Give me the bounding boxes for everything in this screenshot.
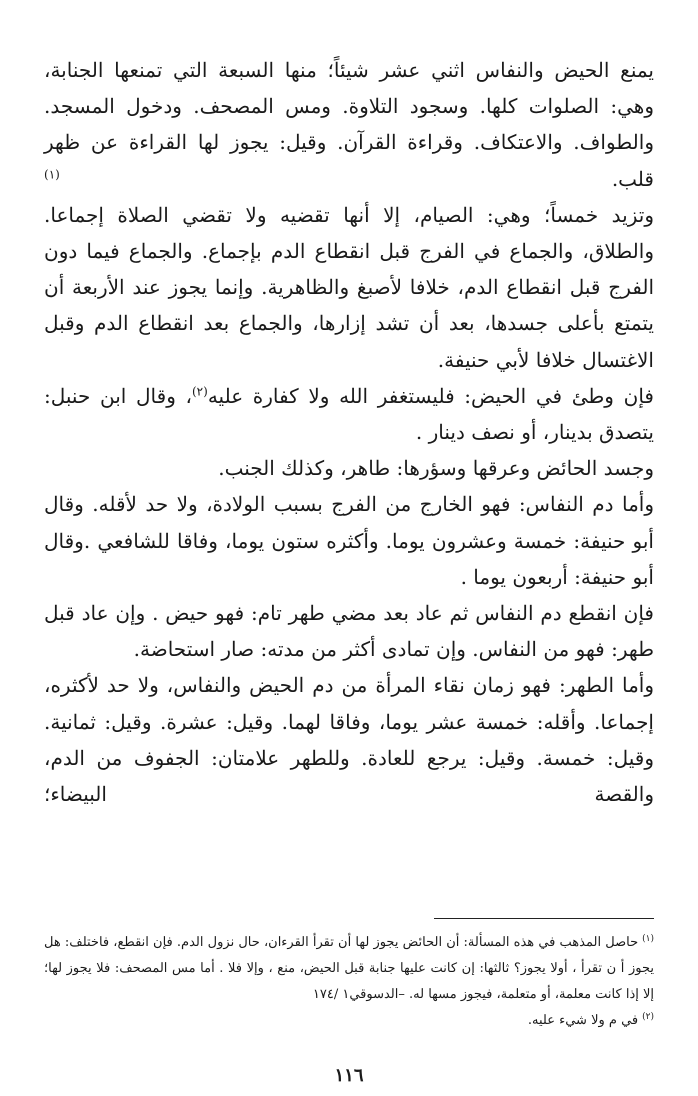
- footnote-1: [44, 930, 654, 1008]
- paragraph-1-text: يمنع الحيض والنفاس اثني عشر شيئاً؛ منها السبعة التي تمنعها الجنابة، وهي: الصلوات كلها. وسجود التلاوة. ومس المصحف. ودخول المسجد. والطواف. والاعتكاف. وقراءة القرآن. وقيل: يجوز لها القراءة عن ظهر قلب.: [44, 58, 654, 191]
- paragraph-6: [44, 595, 654, 667]
- footnotes: [44, 930, 654, 1034]
- footnote-ref-1: (١): [44, 166, 60, 181]
- paragraph-5-text: وأما دم النفاس: فهو الخارج من الفرج بسبب الولادة، ولا حد لأقله. وقال أبو حنيفة: خمسة وعشرون يوما. وأكثره ستون يوما، وفاقا للشافعي .وقال أبو حنيفة: أربعون يوما .: [44, 492, 654, 589]
- paragraph-4: [44, 450, 654, 486]
- paragraph-6-text: فإن انقطع دم النفاس ثم عاد بعد مضي طهر تام: فهو حيض . وإن عاد قبل طهر: فهو من النفاس. وإن تمادى أكثر من مدته: صار استحاضة.: [44, 601, 654, 662]
- paragraph-5: [44, 486, 654, 595]
- footnote-2-number: (٢): [642, 1011, 654, 1022]
- paragraph-2: [44, 197, 654, 378]
- footnote-2-text: في م ولا شيء عليه.: [527, 1013, 639, 1028]
- footnote-1-number: (١): [642, 933, 654, 944]
- paragraph-3: [44, 378, 654, 450]
- footnote-1-text: حاصل المذهب في هذه المسألة: أن الحائض يجوز لها أن تقرأ القرءان، حال نزول الدم. فإن انقطع، فاختلف: هل يجوز أ ن تقرأ ، أولا يجوز؟ ثالثها: إن كانت عليها جنابة قبل الحيض، منع ، وإلا فلا . أما مس المصحف: فلا يجوز لها؛ إلا إذا كانت معلمة، أو متعلمة، فيجوز مسها له. –الدسوقي١ /١٧٤: [44, 935, 654, 1002]
- paragraph-3-text: فإن وطئ في الحيض: فليستغفر الله ولا كفارة عليه: [207, 383, 654, 408]
- footnote-ref-2: (٢): [191, 384, 208, 399]
- paragraph-2-text: وتزيد خمساً؛ وهي: الصيام، إلا أنها تقضيه ولا تقضي الصلاة إجماعا. والطلاق، والجماع في الفرج قبل انقطاع الدم بإجماع. والجماع فيما دون الفرج قبل انقطاع الدم، خلافا لأصبغ والظاهرية. وإنما يجوز عند الأربعة أن يتمتع بأعلى جسدها، بعد أن تشد إزارها، والجماع بعد انقطاع الدم وقبل الاغتسال خلافا لأبي حنيفة.: [44, 202, 654, 372]
- footnote-divider: [434, 918, 654, 919]
- paragraph-7-text: وأما الطهر: فهو زمان نقاء المرأة من دم الحيض والنفاس، ولا حد لأكثره، إجماعا. وأقله: خمسة عشر يوما، وفاقا لهما. وقيل: عشرة. وقيل: ثمانية. وقيل: خمسة. وقيل: يرجع للعادة. وللطهر علامتان: الجفوف من الدم، والقصة البيضاء؛: [44, 673, 655, 807]
- footnote-2: [44, 1008, 654, 1034]
- paragraph-4-text: وجسد الحائض وعرقها وسؤرها: طاهر، وكذلك الجنب.: [218, 456, 654, 481]
- paragraph-1: [44, 52, 654, 197]
- page-number: ١١٦: [334, 1065, 364, 1086]
- main-text: [44, 52, 654, 812]
- paragraph-7: [44, 667, 654, 812]
- paragraph-3-tail: ، وقال ابن حنبل: يتصدق بدينار، أو نصف دينار .: [44, 383, 654, 445]
